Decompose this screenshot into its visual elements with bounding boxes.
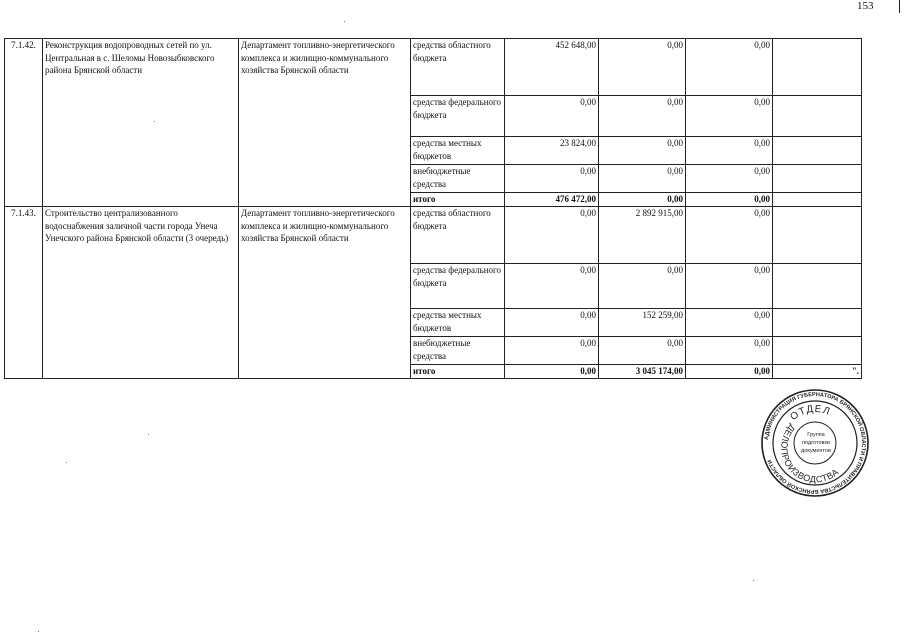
amount-col4	[773, 207, 862, 264]
amount-col3: 0,00	[686, 264, 773, 309]
item-department: Департамент топливно-энергетического комплекса и жилищно-коммунального хозяйства Брянской области	[239, 39, 411, 207]
amount-col4	[773, 193, 862, 207]
item-code: 7.1.42.	[5, 39, 43, 207]
amount-col3: 0,00	[686, 96, 773, 137]
funding-source: средства местных бюджетов	[411, 137, 505, 165]
table-row	[5, 39, 862, 96]
amount-col4	[773, 39, 862, 96]
funding-source-total: итого	[411, 193, 505, 207]
amount-col3: 0,00	[686, 193, 773, 207]
stamp-ring-text: АДМИНИСТРАЦИЯ ГУБЕРНАТОРА БРЯНСКОЙ ОБЛАСТИ И ПРАВИТЕЛЬСТВА БРЯНСКОЙ ОБЛАСТИ	[764, 391, 867, 495]
page-edge-mark	[899, 0, 900, 13]
funding-source: средства федерального бюджета	[411, 96, 505, 137]
amount-col4	[773, 337, 862, 365]
item-department: Департамент топливно-энергетического комплекса и жилищно-коммунального хозяйства Брянской области	[239, 207, 411, 379]
amount-col4	[773, 309, 862, 337]
amount-col1: 0,00	[505, 207, 599, 264]
funding-source-total: итого	[411, 365, 505, 379]
amount-col4	[773, 137, 862, 165]
scan-speck	[148, 434, 149, 435]
amount-col2: 0,00	[599, 264, 686, 309]
amount-col1: 23 824,00	[505, 137, 599, 165]
amount-col3: 0,00	[686, 309, 773, 337]
funding-source: внебюджетные средства	[411, 337, 505, 365]
amount-col3: 0,00	[686, 39, 773, 96]
amount-col2: 152 259,00	[599, 309, 686, 337]
amount-col2: 0,00	[599, 337, 686, 365]
amount-col1: 0,00	[505, 96, 599, 137]
official-stamp	[760, 388, 870, 498]
amount-col3: 0,00	[686, 365, 773, 379]
amount-col4: ".	[773, 365, 862, 379]
amount-col3: 0,00	[686, 137, 773, 165]
amount-col1: 0,00	[505, 264, 599, 309]
scan-speck	[753, 580, 754, 581]
amount-col2: 0,00	[599, 96, 686, 137]
funding-source: средства областного бюджета	[411, 207, 505, 264]
amount-col2: 0,00	[599, 193, 686, 207]
amount-col3: 0,00	[686, 165, 773, 193]
item-name: Строительство централизованного водоснабжения заличной части города Унеча Унечского района Брянской области (3 очередь)	[43, 207, 239, 379]
scan-speck	[66, 462, 67, 463]
amount-col3: 0,00	[686, 337, 773, 365]
scan-speck	[154, 121, 155, 122]
table-row	[5, 207, 862, 264]
amount-col4	[773, 264, 862, 309]
amount-col2: 0,00	[599, 137, 686, 165]
amount-col2: 0,00	[599, 165, 686, 193]
stamp-center-line3: документов	[801, 448, 831, 454]
stamp-center-line1: Группа	[807, 432, 825, 438]
budget-table	[4, 38, 862, 379]
stamp-center-line2: подготовки	[802, 440, 830, 446]
item-code: 7.1.43.	[5, 207, 43, 379]
amount-col2: 2 892 915,00	[599, 207, 686, 264]
amount-col3: 0,00	[686, 207, 773, 264]
amount-col1: 476 472,00	[505, 193, 599, 207]
amount-col1: 0,00	[505, 337, 599, 365]
item-name: Реконструкция водопроводных сетей по ул. Центральная в с. Шеломы Новозыбковского района Брянской области	[43, 39, 239, 207]
funding-source: средства местных бюджетов	[411, 309, 505, 337]
funding-source: внебюджетные средства	[411, 165, 505, 193]
amount-col1: 0,00	[505, 365, 599, 379]
scan-speck	[344, 21, 345, 22]
funding-source: средства федерального бюджета	[411, 264, 505, 309]
scan-speck	[38, 631, 39, 632]
amount-col1: 452 648,00	[505, 39, 599, 96]
stamp-arc-text: ДЕЛОПРОИЗВОДСТВА	[779, 422, 841, 485]
funding-source: средства областного бюджета	[411, 39, 505, 96]
amount-col1: 0,00	[505, 165, 599, 193]
stamp-top-text: ОТДЕЛ	[788, 403, 832, 423]
page-number: 153	[857, 0, 874, 12]
amount-col2: 0,00	[599, 39, 686, 96]
amount-col4	[773, 96, 862, 137]
amount-col4	[773, 165, 862, 193]
amount-col2: 3 045 174,00	[599, 365, 686, 379]
amount-col1: 0,00	[505, 309, 599, 337]
